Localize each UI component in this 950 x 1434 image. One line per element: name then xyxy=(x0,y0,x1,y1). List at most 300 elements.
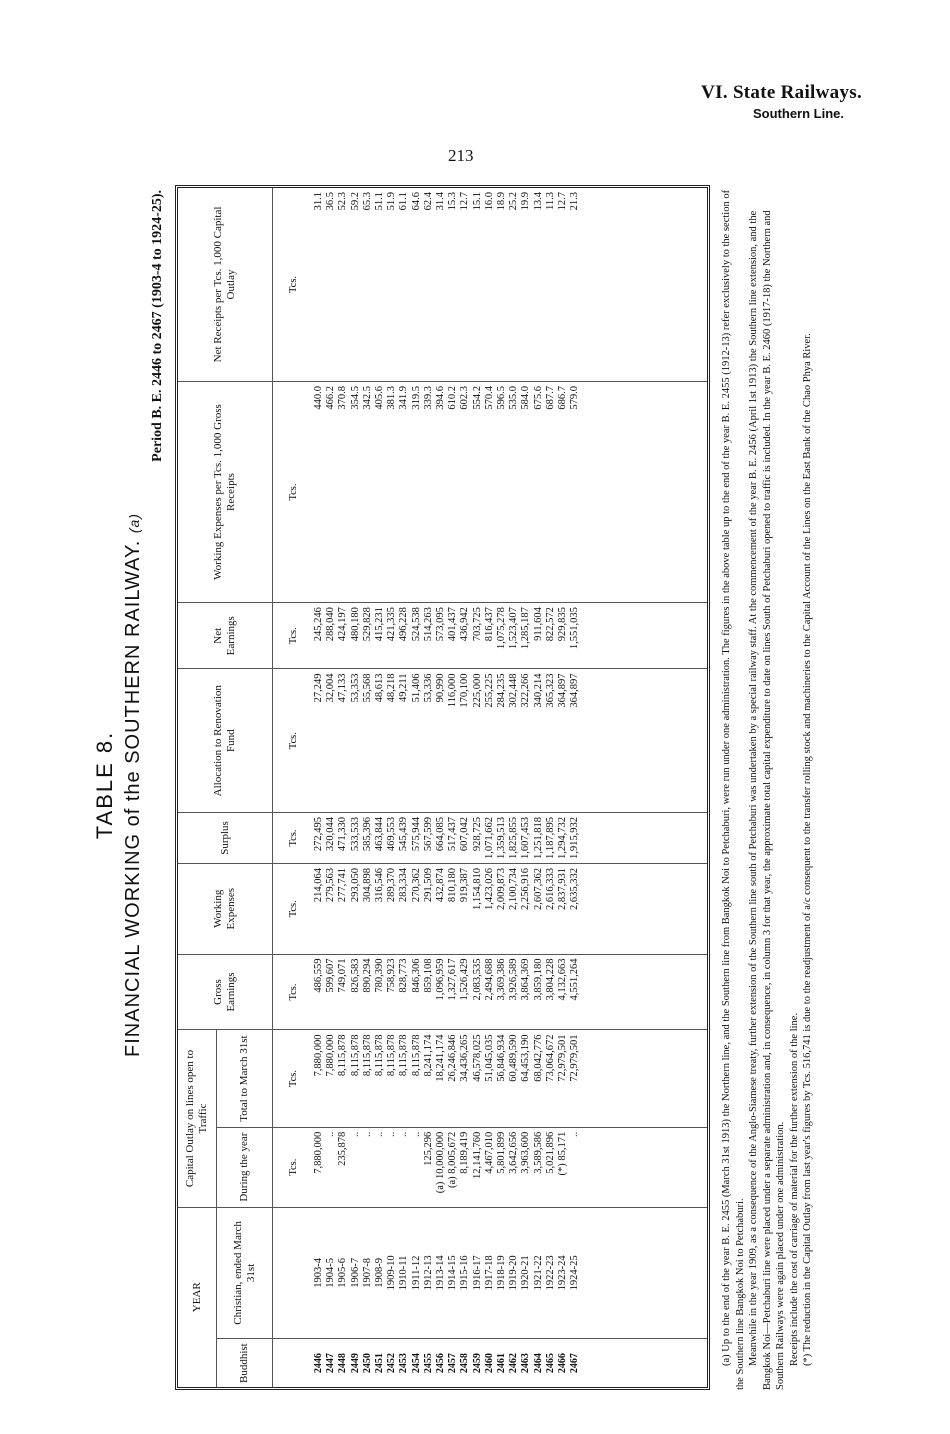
working-expenses-cell: 270,362 xyxy=(411,863,423,954)
during-year-header: During the year xyxy=(217,1127,273,1207)
table-title xyxy=(122,170,145,1400)
surplus-cell: 928,725 xyxy=(472,812,484,863)
gross-earnings-cell: 3,864,369 xyxy=(520,954,532,1030)
working-expenses-cell: 291,509 xyxy=(423,863,435,954)
renovation-allocation-cell: 364,897 xyxy=(557,669,569,813)
renovation-allocation-cell: 51,406 xyxy=(411,669,423,813)
gross-earnings-cell: 846,306 xyxy=(411,954,423,1030)
christian-year-cell: 1924-25 xyxy=(569,1207,581,1339)
surplus-cell: 1,915,932 xyxy=(569,812,581,863)
capital-total-cell: 8,115,878 xyxy=(337,1030,349,1127)
table-row xyxy=(545,188,557,1387)
surplus-cell: 533,533 xyxy=(350,812,362,863)
working-expenses-cell: 304,898 xyxy=(362,863,374,954)
table-row xyxy=(472,188,484,1387)
capital-total-cell: 34,436,265 xyxy=(459,1030,471,1127)
section-title: VI. State Railways. xyxy=(701,82,862,103)
net-per-1000-cell: 19.9 xyxy=(520,188,532,381)
working-per-1000-cell: 596.5 xyxy=(496,381,508,602)
christian-year-cell: 1905-6 xyxy=(337,1207,349,1339)
net-per-header: Net Receipts per Tcs. 1,000 Capital Outlay xyxy=(178,188,273,381)
renovation-allocation-cell: 322,266 xyxy=(520,669,532,813)
gross-earnings-cell: 826,583 xyxy=(350,954,362,1030)
gross-earnings-cell: 486,559 xyxy=(313,954,325,1030)
capital-total-cell: 72,979,501 xyxy=(557,1030,569,1127)
working-expenses-cell: 2,256,916 xyxy=(520,863,532,954)
unit-label: Tcs. xyxy=(273,812,314,863)
net-per-1000-cell: 31.4 xyxy=(435,188,447,381)
buddhist-year-cell: 2451 xyxy=(374,1353,386,1374)
capital-during-year-cell: 3,963,600 xyxy=(520,1127,532,1207)
working-expenses-cell: 316,546 xyxy=(374,863,386,954)
table-row xyxy=(447,188,459,1387)
working-per-1000-cell: 554.2 xyxy=(472,381,484,602)
table-row xyxy=(313,188,325,1387)
working-per-1000-cell: 341.9 xyxy=(398,381,410,602)
capital-group-header: Capital Outlay on lines open to Traffic xyxy=(178,1030,217,1207)
net-earnings-cell: 415,231 xyxy=(374,603,386,669)
net-per-1000-cell: 12.7 xyxy=(557,188,569,381)
renovation-allocation-cell: 225,000 xyxy=(472,669,484,813)
allocation-header: Allocation to Renovation Fund xyxy=(178,669,273,813)
working-per-1000-cell: 570.4 xyxy=(484,381,496,602)
units-row xyxy=(273,188,314,1387)
table-row xyxy=(411,188,423,1387)
capital-during-year-cell: .. xyxy=(374,1127,386,1207)
table-row xyxy=(508,188,520,1387)
working-per-1000-cell: 339.3 xyxy=(423,381,435,602)
working-expenses-cell: 2,607,362 xyxy=(533,863,545,954)
surplus-header: Surplus xyxy=(178,812,273,863)
capital-during-year-cell: 7,880,000 xyxy=(313,1127,325,1207)
buddhist-year-cell: 2457 xyxy=(447,1353,459,1374)
buddhist-year-cell: 2465 xyxy=(544,1353,556,1374)
christian-year-cell: 1910-11 xyxy=(398,1207,410,1339)
capital-total-cell: 8,241,174 xyxy=(423,1030,435,1127)
working-expenses-cell: 2,837,931 xyxy=(557,863,569,954)
surplus-cell: 463,844 xyxy=(374,812,386,863)
capital-total-cell: 18,241,174 xyxy=(435,1030,447,1127)
net-per-1000-cell: 13.4 xyxy=(533,188,545,381)
surplus-cell: 1,294,732 xyxy=(557,812,569,863)
renovation-allocation-cell: 302,448 xyxy=(508,669,520,813)
christian-year-cell: 1906-7 xyxy=(350,1207,362,1339)
capital-total-cell: 7,880,000 xyxy=(313,1030,325,1127)
working-expenses-cell: 1,154,810 xyxy=(472,863,484,954)
christian-year-cell: 1915-16 xyxy=(459,1207,471,1339)
net-per-1000-cell: 64.6 xyxy=(411,188,423,381)
capital-total-cell: 60,489,590 xyxy=(508,1030,520,1127)
surplus-cell: 320,044 xyxy=(325,812,337,863)
net-earnings-cell: 514,263 xyxy=(423,603,435,669)
gross-header: Gross Earnings xyxy=(178,954,273,1030)
unit-label: Tcs. xyxy=(273,603,314,669)
capital-during-year-cell: 3,642,656 xyxy=(508,1127,520,1207)
buddhist-header: Buddhist xyxy=(217,1339,273,1387)
table-row xyxy=(520,188,532,1387)
surplus-cell: 1,071,662 xyxy=(484,812,496,863)
capital-during-year-cell: 8,189,419 xyxy=(459,1127,471,1207)
footnote: Meanwhile in the year 1909, as a consequence of the Anglo-Siamese treaty, further extension of the Southern line south of Petchaburi was undertaken by a special railway staff. At the commencement of the year B. E. 2456 (April 1st 1913) the Southern line extension, and the Bangkok Noi—Petchaburi line were placed under a separate administration and, in consequence, in column 3 for that year, the approximate total capital expenditure to date on lines South of Petchaburi opened to traffic is included. In the year B. E. 2460 (1917-18) the Northern and Southern Railways were again placed under one administration. xyxy=(748,210,786,1390)
buddhist-year-cell: 2458 xyxy=(459,1353,471,1374)
christian-year-cell: 1922-23 xyxy=(545,1207,557,1339)
buddhist-year-cell: 2448 xyxy=(337,1353,349,1374)
renovation-allocation-cell: 27,249 xyxy=(313,669,325,813)
renovation-allocation-cell: 364,897 xyxy=(569,669,581,813)
working-per-1000-cell: 584.0 xyxy=(520,381,532,602)
capital-during-year-cell: 5,801,899 xyxy=(496,1127,508,1207)
table-row xyxy=(569,188,581,1387)
capital-during-year-cell: 4,467,010 xyxy=(484,1127,496,1207)
table-row xyxy=(362,188,374,1387)
page-number: 213 xyxy=(448,146,474,165)
buddhist-year-cell: 2449 xyxy=(349,1353,361,1374)
working-per-1000-cell: 610.2 xyxy=(447,381,459,602)
christian-year-cell: 1923-24 xyxy=(557,1207,569,1339)
table-row xyxy=(386,188,398,1387)
footnote: (a) Up to the end of the year B. E. 2455 (March 31st 1913) the Northern line, and the Southern line from Bangkok Noi to Petchaburi, were run under one administration. The figures in the above table up to the end of the year B. E. 2455 (1912-13) refer exclusively to the section of the Southern line Bangkok Noi to Petchaburi. xyxy=(721,189,746,1390)
working-per-1000-cell: 319.5 xyxy=(411,381,423,602)
capital-total-cell: 8,115,878 xyxy=(374,1030,386,1127)
working-per-1000-cell: 686.7 xyxy=(557,381,569,602)
capital-during-year-cell: .. xyxy=(411,1127,423,1207)
working-expenses-cell: 2,100,734 xyxy=(508,863,520,954)
net-earnings-cell: 1,523,407 xyxy=(508,603,520,669)
capital-total-cell: 8,115,878 xyxy=(350,1030,362,1127)
footnote: Receipts include the cost of carriage of material for the further extension of the line. xyxy=(788,1012,800,1366)
working-header: Working Expenses xyxy=(178,863,273,954)
gross-earnings-cell: 758,923 xyxy=(386,954,398,1030)
buddhist-year-cell: 2455 xyxy=(422,1353,434,1374)
gross-earnings-cell: 3,369,386 xyxy=(496,954,508,1030)
gross-earnings-cell: 3,926,589 xyxy=(508,954,520,1030)
renovation-allocation-cell: 53,353 xyxy=(350,669,362,813)
year-group-header: YEAR xyxy=(178,1207,217,1387)
capital-total-cell: 46,578,025 xyxy=(472,1030,484,1127)
renovation-allocation-cell: 255,225 xyxy=(484,669,496,813)
christian-year-cell: 1903-4 xyxy=(313,1207,325,1339)
buddhist-year-cell: 2452 xyxy=(386,1353,398,1374)
net-per-1000-cell: 52.3 xyxy=(337,188,349,381)
footnote: (*) The reduction in the Capital Outlay from last year's figures by Tcs. 516,741 is due to the readjustment of a/c consequent to the transfer rolling stock and machineries to the Capital Account of the Lines on the East Bank of the Chao Phya River. xyxy=(802,333,813,1366)
renovation-allocation-cell: 47,133 xyxy=(337,669,349,813)
working-per-1000-cell: 381.3 xyxy=(386,381,398,602)
table-row xyxy=(350,188,362,1387)
capital-during-year-cell: 125,296 xyxy=(423,1127,435,1207)
renovation-allocation-cell: 55,568 xyxy=(362,669,374,813)
capital-total-cell: 64,453,190 xyxy=(520,1030,532,1127)
net-earnings-cell: 424,197 xyxy=(337,603,349,669)
renovation-allocation-cell: 53,336 xyxy=(423,669,435,813)
surplus-cell: 545,439 xyxy=(398,812,410,863)
capital-total-cell: 56,846,934 xyxy=(496,1030,508,1127)
table-label: TABLE 8. xyxy=(92,730,117,840)
net-per-1000-cell: 31.1 xyxy=(313,188,325,381)
working-expenses-cell: 2,009,873 xyxy=(496,863,508,954)
unit-label: Tcs. xyxy=(273,1127,314,1207)
gross-earnings-cell: 1,526,429 xyxy=(459,954,471,1030)
unit-label: Tcs. xyxy=(273,381,314,602)
net-per-1000-cell: 12.7 xyxy=(459,188,471,381)
surplus-cell: 1,359,513 xyxy=(496,812,508,863)
buddhist-year-cell: 2454 xyxy=(410,1353,422,1374)
surplus-cell: 664,085 xyxy=(435,812,447,863)
gross-earnings-cell: 890,294 xyxy=(362,954,374,1030)
table-row xyxy=(496,188,508,1387)
table-filler-row xyxy=(581,188,707,1387)
table-row xyxy=(374,188,386,1387)
renovation-allocation-cell: 32,004 xyxy=(325,669,337,813)
capital-total-cell: 8,115,878 xyxy=(386,1030,398,1127)
renovation-allocation-cell: 116,000 xyxy=(447,669,459,813)
capital-during-year-cell: (*) 85,171 xyxy=(557,1127,569,1207)
working-per-1000-cell: 687.7 xyxy=(545,381,557,602)
renovation-allocation-cell: 284,235 xyxy=(496,669,508,813)
renovation-allocation-cell: 49,211 xyxy=(398,669,410,813)
net-earnings-cell: 703,725 xyxy=(472,603,484,669)
working-expenses-cell: 2,616,333 xyxy=(545,863,557,954)
table-title-text: FINANCIAL WORKING of the SOUTHERN RAILWAY. xyxy=(122,539,144,1057)
buddhist-year-cell: 2463 xyxy=(520,1353,532,1374)
working-expenses-cell: 277,741 xyxy=(337,863,349,954)
working-expenses-cell: 279,563 xyxy=(325,863,337,954)
gross-earnings-cell: 4,132,663 xyxy=(557,954,569,1030)
net-per-1000-cell: 15.1 xyxy=(472,188,484,381)
table-row xyxy=(423,188,435,1387)
unit-label: Tcs. xyxy=(273,1030,314,1127)
unit-label: Tcs. xyxy=(273,188,314,381)
capital-during-year-cell: .. xyxy=(386,1127,398,1207)
working-per-1000-cell: 354.5 xyxy=(350,381,362,602)
renovation-allocation-cell: 90,990 xyxy=(435,669,447,813)
working-expenses-cell: 2,635,332 xyxy=(569,863,581,954)
net-earnings-cell: 929,835 xyxy=(557,603,569,669)
working-per-1000-cell: 602.3 xyxy=(459,381,471,602)
working-expenses-cell: 289,370 xyxy=(386,863,398,954)
net-earnings-cell: 911,604 xyxy=(533,603,545,669)
capital-total-cell: 73,064,672 xyxy=(545,1030,557,1127)
working-expenses-cell: 283,334 xyxy=(398,863,410,954)
capital-during-year-cell: .. xyxy=(325,1127,337,1207)
gross-earnings-cell: 4,551,264 xyxy=(569,954,581,1030)
total-header: Total to March 31st xyxy=(217,1030,273,1127)
gross-earnings-cell: 828,773 xyxy=(398,954,410,1030)
gross-earnings-cell: 2,494,688 xyxy=(484,954,496,1030)
buddhist-year-cell: 2460 xyxy=(483,1353,495,1374)
christian-year-cell: 1919-20 xyxy=(508,1207,520,1339)
working-expenses-cell: 919,387 xyxy=(459,863,471,954)
surplus-cell: 1,187,895 xyxy=(545,812,557,863)
gross-earnings-cell: 3,859,180 xyxy=(533,954,545,1030)
capital-total-cell: 8,115,878 xyxy=(398,1030,410,1127)
surplus-cell: 607,042 xyxy=(459,812,471,863)
net-per-1000-cell: 59.2 xyxy=(350,188,362,381)
working-per-header: Working Expenses per Tcs. 1,000 Gross Receipts xyxy=(178,381,273,602)
net-earnings-cell: 529,828 xyxy=(362,603,374,669)
net-earnings-cell: 524,538 xyxy=(411,603,423,669)
net-earnings-cell: 401,437 xyxy=(447,603,459,669)
net-per-1000-cell: 15.3 xyxy=(447,188,459,381)
table-row xyxy=(337,188,349,1387)
buddhist-year-cell: 2456 xyxy=(435,1353,447,1374)
christian-year-cell: 1918-19 xyxy=(496,1207,508,1339)
table-row xyxy=(484,188,496,1387)
net-per-1000-cell: 36.5 xyxy=(325,188,337,381)
net-earnings-cell: 1,075,278 xyxy=(496,603,508,669)
gross-earnings-cell: 749,071 xyxy=(337,954,349,1030)
net-per-1000-cell: 51.1 xyxy=(374,188,386,381)
working-per-1000-cell: 405.6 xyxy=(374,381,386,602)
gross-earnings-cell: 1,096,959 xyxy=(435,954,447,1030)
gross-earnings-cell: 599,607 xyxy=(325,954,337,1030)
surplus-cell: 575,944 xyxy=(411,812,423,863)
net-per-1000-cell: 21.3 xyxy=(569,188,581,381)
table-row xyxy=(459,188,471,1387)
net-per-1000-cell: 11.3 xyxy=(545,188,557,381)
net-earnings-cell: 573,095 xyxy=(435,603,447,669)
working-expenses-cell: 1,423,026 xyxy=(484,863,496,954)
working-per-1000-cell: 394.6 xyxy=(435,381,447,602)
surplus-cell: 585,396 xyxy=(362,812,374,863)
capital-during-year-cell: (a) 10,000,000 xyxy=(435,1127,447,1207)
gross-earnings-cell: 3,804,228 xyxy=(545,954,557,1030)
working-expenses-cell: 293,050 xyxy=(350,863,362,954)
working-per-1000-cell: 440.0 xyxy=(313,381,325,602)
capital-total-cell: 26,246,846 xyxy=(447,1030,459,1127)
christian-year-cell: 1911-12 xyxy=(411,1207,423,1339)
buddhist-year-cell: 2453 xyxy=(398,1353,410,1374)
net-earnings-cell: 245,246 xyxy=(313,603,325,669)
table-row xyxy=(435,188,447,1387)
christian-year-cell: 1920-21 xyxy=(520,1207,532,1339)
capital-total-cell: 51,045,035 xyxy=(484,1030,496,1127)
renovation-allocation-cell: 48,613 xyxy=(374,669,386,813)
christian-year-cell: 1909-10 xyxy=(386,1207,398,1339)
net-earnings-cell: 421,335 xyxy=(386,603,398,669)
net-per-1000-cell: 65.3 xyxy=(362,188,374,381)
christian-header: Christian, ended March 31st xyxy=(217,1207,273,1339)
buddhist-year-cell: 2464 xyxy=(532,1353,544,1374)
net-per-1000-cell: 51.9 xyxy=(386,188,398,381)
surplus-cell: 1,607,453 xyxy=(520,812,532,863)
unit-label: Tcs. xyxy=(273,863,314,954)
capital-total-cell: 72,979,501 xyxy=(569,1030,581,1127)
gross-earnings-cell: 780,390 xyxy=(374,954,386,1030)
capital-during-year-cell: 5,021,896 xyxy=(545,1127,557,1207)
capital-during-year-cell: .. xyxy=(398,1127,410,1207)
capital-during-year-cell: 235,878 xyxy=(337,1127,349,1207)
working-expenses-cell: 810,180 xyxy=(447,863,459,954)
capital-total-cell: 8,115,878 xyxy=(362,1030,374,1127)
unit-label: Tcs. xyxy=(273,669,314,813)
table-row xyxy=(325,188,337,1387)
net-earnings-cell: 288,040 xyxy=(325,603,337,669)
net-per-1000-cell: 16.0 xyxy=(484,188,496,381)
surplus-cell: 272,495 xyxy=(313,812,325,863)
capital-total-cell: 68,042,776 xyxy=(533,1030,545,1127)
working-expenses-cell: 432,874 xyxy=(435,863,447,954)
unit-label: Tcs. xyxy=(273,954,314,1030)
buddhist-year-cell: 2459 xyxy=(471,1353,483,1374)
table-row xyxy=(557,188,569,1387)
christian-year-cell: 1907-8 xyxy=(362,1207,374,1339)
christian-year-cell: 1916-17 xyxy=(472,1207,484,1339)
christian-year-cell: 1917-18 xyxy=(484,1207,496,1339)
net-earnings-cell: 1,551,035 xyxy=(569,603,581,669)
buddhist-year-cell: 2446 xyxy=(313,1353,324,1374)
surplus-cell: 469,553 xyxy=(386,812,398,863)
buddhist-year-cell: 2450 xyxy=(361,1353,373,1374)
buddhist-year-cell: 2447 xyxy=(325,1353,337,1374)
net-earnings-cell: 436,942 xyxy=(459,603,471,669)
table-title-note: (a) xyxy=(126,513,142,534)
net-per-1000-cell: 25.2 xyxy=(508,188,520,381)
working-per-1000-cell: 579.0 xyxy=(569,381,581,602)
net-earnings-cell: 496,228 xyxy=(398,603,410,669)
gross-earnings-cell: 859,108 xyxy=(423,954,435,1030)
buddhist-year-cell: 2467 xyxy=(569,1353,581,1374)
christian-year-cell: 1913-14 xyxy=(435,1207,447,1339)
net-per-1000-cell: 61.1 xyxy=(398,188,410,381)
net-earnings-cell: 822,572 xyxy=(545,603,557,669)
working-per-1000-cell: 535.0 xyxy=(508,381,520,602)
net-per-1000-cell: 62.4 xyxy=(423,188,435,381)
christian-year-cell: 1908-9 xyxy=(374,1207,386,1339)
christian-year-cell: 1912-13 xyxy=(423,1207,435,1339)
buddhist-year-cell: 2466 xyxy=(557,1353,569,1374)
capital-during-year-cell: 12,141,760 xyxy=(472,1127,484,1207)
net-earnings-cell: 1,285,187 xyxy=(520,603,532,669)
buddhist-year-cell: 2461 xyxy=(496,1353,508,1374)
capital-during-year-cell: .. xyxy=(569,1127,581,1207)
table-row xyxy=(398,188,410,1387)
financial-table xyxy=(175,185,710,1390)
surplus-cell: 1,825,855 xyxy=(508,812,520,863)
section-subtitle: Southern Line. xyxy=(753,106,844,121)
table-row xyxy=(533,188,545,1387)
buddhist-year-cell: 2462 xyxy=(508,1353,520,1374)
working-per-1000-cell: 370.8 xyxy=(337,381,349,602)
rotated-table-page xyxy=(80,170,880,1400)
renovation-allocation-cell: 48,218 xyxy=(386,669,398,813)
working-per-1000-cell: 466.2 xyxy=(325,381,337,602)
net-per-1000-cell: 18.9 xyxy=(496,188,508,381)
period-line: Period B. E. 2446 to 2467 (1903-4 to 1924-25). xyxy=(150,190,165,462)
capital-total-cell: 7,880,000 xyxy=(325,1030,337,1127)
net-earnings-cell: 480,180 xyxy=(350,603,362,669)
capital-during-year-cell: .. xyxy=(362,1127,374,1207)
renovation-allocation-cell: 170,100 xyxy=(459,669,471,813)
christian-year-cell: 1921-22 xyxy=(533,1207,545,1339)
surplus-cell: 471,330 xyxy=(337,812,349,863)
net-earnings-cell: 816,437 xyxy=(484,603,496,669)
capital-during-year-cell: .. xyxy=(350,1127,362,1207)
christian-year-cell: 1904-5 xyxy=(325,1207,337,1339)
christian-year-cell: 1914-15 xyxy=(447,1207,459,1339)
working-per-1000-cell: 675.6 xyxy=(533,381,545,602)
capital-during-year-cell: (a) 8,005,672 xyxy=(447,1127,459,1207)
footnotes xyxy=(720,185,815,1390)
capital-during-year-cell: 3,589,586 xyxy=(533,1127,545,1207)
renovation-allocation-cell: 340,214 xyxy=(533,669,545,813)
working-per-1000-cell: 342.5 xyxy=(362,381,374,602)
working-expenses-cell: 214,064 xyxy=(313,863,325,954)
surplus-cell: 567,599 xyxy=(423,812,435,863)
renovation-allocation-cell: 365,323 xyxy=(545,669,557,813)
net-header: Net Earnings xyxy=(178,603,273,669)
surplus-cell: 517,437 xyxy=(447,812,459,863)
gross-earnings-cell: 1,327,617 xyxy=(447,954,459,1030)
